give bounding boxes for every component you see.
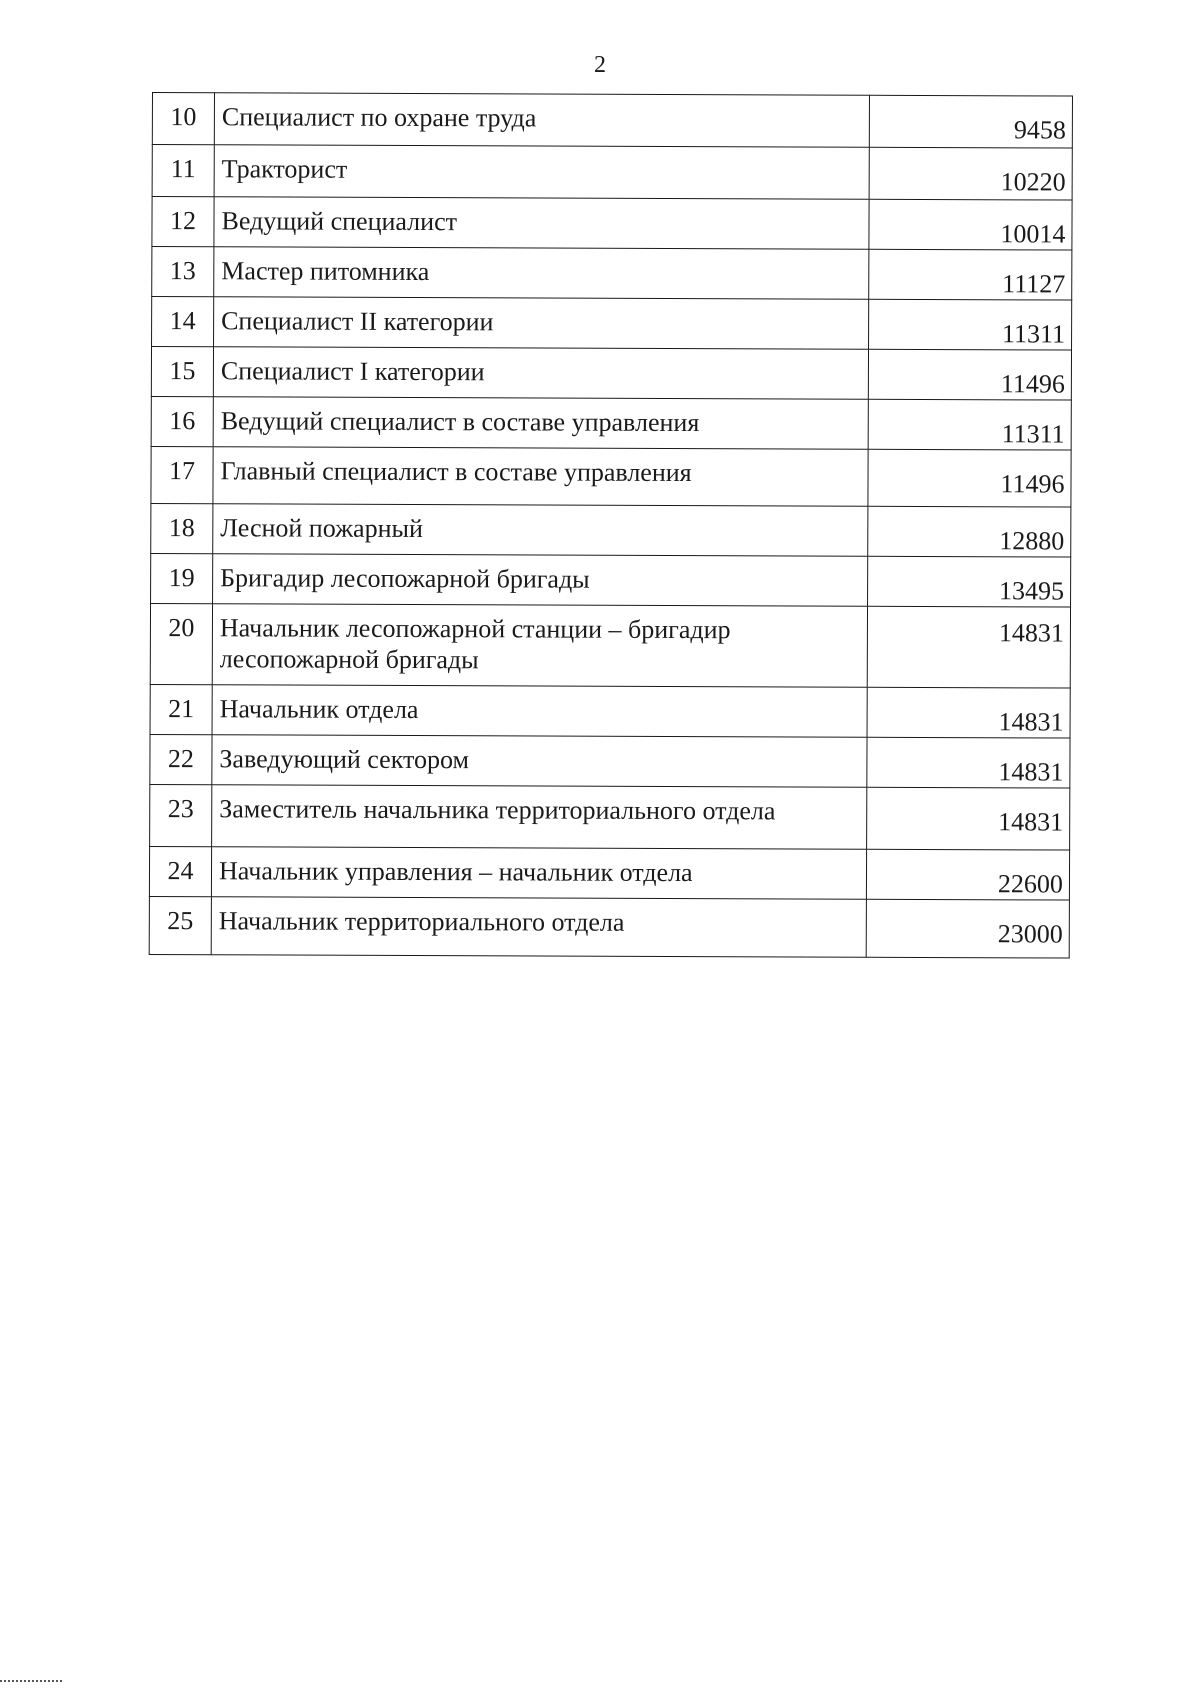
position-name: Ведущий специалист [214, 197, 869, 250]
salary-value: 9458 [869, 95, 1072, 148]
salary-value: 11496 [868, 449, 1071, 507]
table-row [149, 896, 1069, 958]
row-number: 19 [151, 553, 213, 603]
salary-value: 11311 [868, 399, 1071, 450]
salary-value: 22600 [866, 849, 1069, 900]
table-row [149, 846, 1069, 900]
position-name: Начальник лесопожарной станции – бригадир лесопожарной бригады [212, 604, 867, 688]
table-row [150, 684, 1070, 738]
salary-table [149, 92, 1073, 959]
position-name: Главный специалист в составе управления [213, 447, 868, 507]
position-name: Начальник территориального отдела [211, 897, 866, 958]
position-name: Специалист по охране труда [214, 93, 869, 148]
row-number: 22 [150, 734, 212, 784]
salary-value: 10220 [869, 147, 1072, 200]
salary-value: 11311 [869, 299, 1072, 350]
table-row [150, 603, 1070, 688]
table-row [150, 784, 1070, 850]
position-name: Ведущий специалист в составе управления [213, 397, 868, 450]
row-number: 10 [152, 93, 214, 145]
row-number: 18 [151, 503, 213, 553]
position-name: Заместитель начальника территориального отдела [212, 785, 867, 850]
table-row [152, 297, 1072, 351]
salary-value: 14831 [867, 606, 1070, 688]
page-number: 2 [594, 52, 606, 78]
row-number: 24 [149, 846, 211, 896]
table-row [150, 734, 1070, 788]
position-name: Мастер питомника [214, 247, 869, 300]
salary-value: 11127 [869, 249, 1072, 300]
position-name: Бригадир лесопожарной бригады [213, 554, 868, 607]
row-number: 13 [152, 247, 214, 297]
row-number: 23 [150, 784, 212, 846]
table-row [152, 145, 1072, 201]
salary-value: 14831 [867, 787, 1070, 850]
row-number: 20 [150, 603, 212, 684]
row-number: 16 [151, 396, 213, 446]
row-number: 21 [150, 684, 212, 734]
position-name: Начальник управления – начальник отдела [211, 847, 866, 900]
position-name: Лесной пожарный [213, 504, 868, 557]
salary-value: 12880 [868, 506, 1071, 557]
table-row [151, 503, 1071, 557]
position-name: Специалист II категории [214, 297, 869, 350]
row-number: 25 [149, 896, 211, 954]
table-row [152, 247, 1072, 301]
salary-value: 13495 [868, 556, 1071, 607]
scan-edge-mark [0, 1680, 62, 1683]
salary-value: 10014 [869, 199, 1072, 250]
row-number: 15 [151, 347, 213, 397]
table-row [152, 197, 1072, 251]
salary-value: 11496 [868, 349, 1071, 400]
position-name: Специалист I категории [213, 347, 868, 400]
row-number: 14 [152, 297, 214, 347]
table-body [149, 93, 1072, 959]
table-row [151, 553, 1071, 607]
row-number: 12 [152, 197, 214, 247]
salary-value: 14831 [867, 687, 1070, 738]
salary-value: 23000 [866, 899, 1069, 958]
salary-value: 14831 [867, 737, 1070, 788]
table-row [151, 347, 1071, 401]
row-number: 11 [152, 145, 214, 197]
row-number: 17 [151, 446, 213, 503]
position-name: Заведующий сектором [212, 735, 867, 788]
position-name: Тракторист [214, 145, 869, 200]
table-row [151, 396, 1071, 450]
table-row [152, 93, 1072, 149]
position-name: Начальник отдела [212, 685, 867, 738]
table-row [151, 446, 1071, 507]
